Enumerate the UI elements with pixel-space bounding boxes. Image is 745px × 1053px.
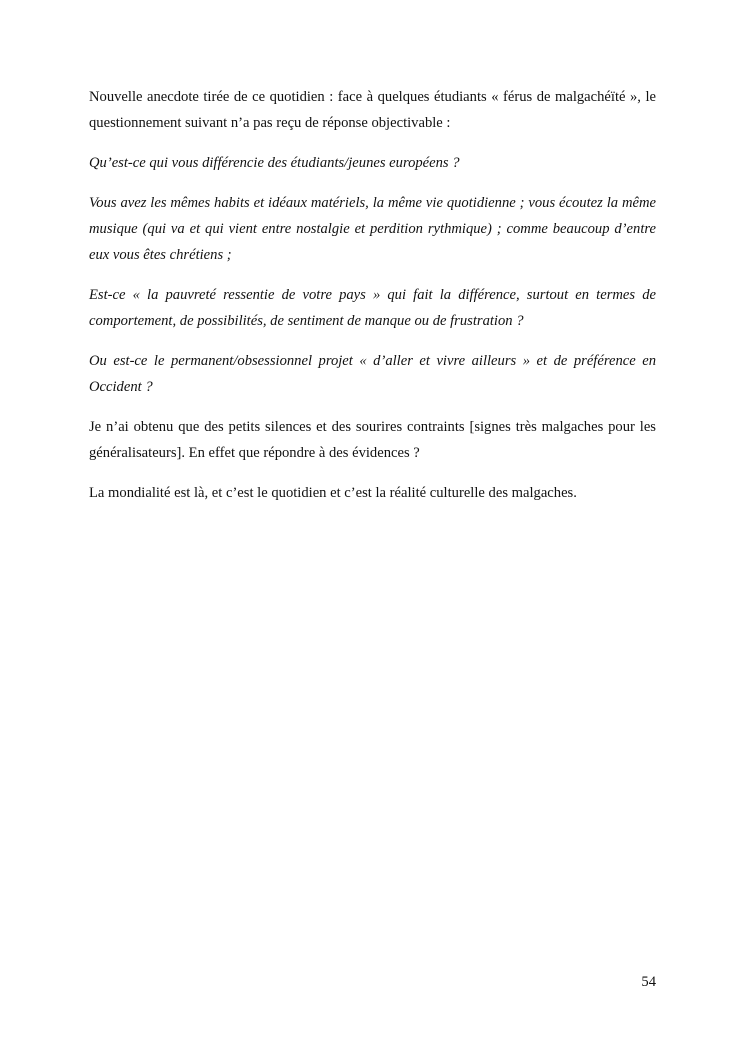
page-body — [89, 84, 656, 520]
paragraph-question-difference: Qu’est-ce qui vous différencie des étudiants/jeunes européens ? — [89, 155, 460, 171]
paragraph-poverty-question: Est-ce « la pauvreté ressentie de votre pays » qui fait la différence, surtout en termes de comportement, de possibilités, de sentiment de manque ou de frustration ? — [89, 287, 656, 329]
paragraph-silences: Je n’ai obtenu que des petits silences et des sourires contraints [signes très malgaches pour les généralisateurs]. En effet que répondre à des évidences ? — [89, 419, 656, 461]
paragraph-elsewhere-question: Ou est-ce le permanent/obsessionnel projet « d’aller et vivre ailleurs » et de préférence en Occident ? — [89, 353, 656, 395]
page-number: 54 — [641, 974, 656, 990]
paragraph-anecdote-intro: Nouvelle anecdote tirée de ce quotidien : face à quelques étudiants « férus de malgachéïté », le questionnement suivant n’a pas reçu de réponse objectivable : — [89, 89, 656, 131]
paragraph-conclusion: La mondialité est là, et c’est le quotidien et c’est la réalité culturelle des malgaches. — [89, 485, 577, 501]
paragraph-same-habits: Vous avez les mêmes habits et idéaux matériels, la même vie quotidienne ; vous écoutez la même musique (qui va et qui vient entre nostalgie et perdition rythmique) ; comme beaucoup d’entre eux vous êtes chrétiens ; — [89, 195, 656, 263]
